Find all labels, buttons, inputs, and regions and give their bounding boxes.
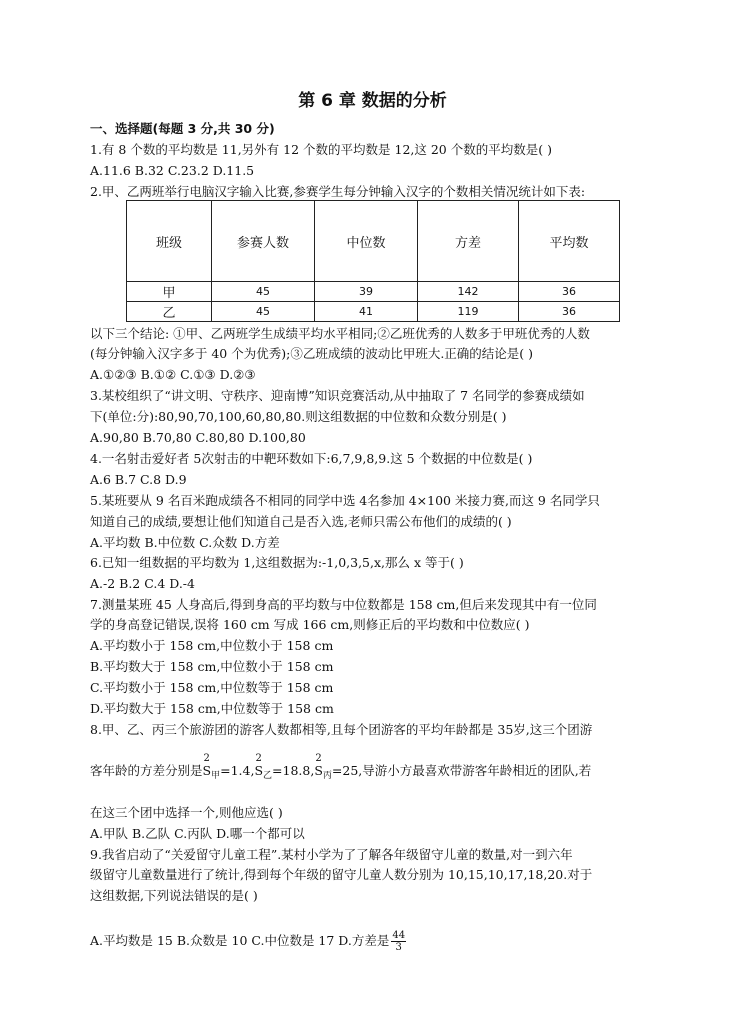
- q8-line-2: [90, 753, 592, 782]
- q2-options: A.①②③ B.①② C.①③ D.②③: [90, 367, 256, 382]
- table-cell: 45: [212, 282, 315, 302]
- q1-stem: 1.有 8 个数的平均数是 11,另外有 12 个数的平均数是 12,这 20 个数的平均数是( ): [90, 142, 552, 157]
- q1-options: A.11.6 B.32 C.23.2 D.11.5: [90, 163, 255, 178]
- variance-symbol: [314, 753, 332, 782]
- variance-sub-yi: 乙: [263, 771, 273, 781]
- page-title: 第 6 章 数据的分析: [298, 91, 447, 111]
- table-cell: 乙: [127, 302, 212, 322]
- q5-line-2: 知道自己的成绩,要想让他们知道自己是否入选,老师只需公布他们的成绩的( ): [90, 514, 512, 529]
- table-cell: 45: [212, 302, 315, 322]
- table-header-cell: 参赛人数: [212, 201, 315, 282]
- table-header-cell: 平均数: [519, 201, 620, 282]
- q9-line-2: 级留守儿童数量进行了统计,得到每个年级的留守儿童人数分别为 10,15,10,17,18,20.对于: [90, 867, 593, 882]
- q5-line-1: 5.某班要从 9 名百米跑成绩各不相同的同学中选 4名参加 4×100 米接力赛,而这 9 名同学只: [90, 493, 600, 508]
- table-cell: 39: [315, 282, 418, 302]
- variance-square: 2: [255, 753, 262, 764]
- section-heading: 一、选择题(每题 3 分,共 30 分): [90, 121, 275, 136]
- q7-option-d: D.平均数大于 158 cm,中位数等于 158 cm: [90, 701, 334, 716]
- q8-line-3: 在这三个团中选择一个,则他应选( ): [90, 805, 283, 820]
- variance-s: S: [314, 763, 323, 778]
- q6-stem: 6.已知一组数据的平均数为 1,这组数据为:-1,0,3,5,x,那么 x 等于( ): [90, 555, 464, 570]
- q4-stem: 4.一名射击爱好者 5次射击的中靶环数如下:6,7,9,8,9.这 5 个数据的中位数是( ): [90, 451, 533, 466]
- table-cell: 甲: [127, 282, 212, 302]
- q9-options-text: A.平均数是 15 B.众数是 10 C.中位数是 17 D.方差是: [90, 933, 390, 948]
- q7-line-2: 学的身高登记错误,误将 160 cm 写成 166 cm,则修正后的平均数和中位数应( ): [90, 617, 530, 632]
- table-header-row: [127, 201, 620, 282]
- variance-square: 2: [203, 753, 210, 764]
- q2-text-2: (每分钟输入汉字多于 40 个为优秀);③乙班成绩的波动比甲班大.正确的结论是( ): [90, 346, 534, 361]
- q8-value-3: =25,导游小方最喜欢带游客年龄相近的团队,若: [331, 763, 592, 778]
- table-cell: 36: [519, 282, 620, 302]
- q3-line-1: 3.某校组织了“讲文明、守秩序、迎南博”知识竞赛活动,从中抽取了 7 名同学的参赛成绩如: [90, 388, 585, 403]
- q8-value-1: =1.4,: [220, 763, 255, 778]
- variance-sub-bing: 丙: [322, 771, 332, 781]
- fraction: [391, 930, 406, 953]
- variance-square: 2: [315, 753, 322, 764]
- table-row: [127, 282, 620, 302]
- table-header-cell: 中位数: [315, 201, 418, 282]
- q9-line-1: 9.我省启动了“关爱留守儿童工程”.某村小学为了了解各年级留守儿童的数量,对一到六年: [90, 847, 573, 862]
- variance-symbol: [202, 753, 221, 782]
- q4-options: A.6 B.7 C.8 D.9: [90, 472, 187, 487]
- q8-line-1: 8.甲、乙、丙三个旅游团的游客人数都相等,且每个团游客的平均年龄都是 35岁,这三个团游: [90, 722, 593, 737]
- table-cell: 36: [519, 302, 620, 322]
- q2-stats-table: [126, 200, 620, 322]
- q5-options: A.平均数 B.中位数 C.众数 D.方差: [90, 535, 280, 550]
- q7-line-1: 7.测量某班 45 人身高后,得到身高的平均数与中位数都是 158 cm,但后来发现其中有一位同: [90, 597, 597, 612]
- variance-symbol: [254, 753, 273, 782]
- q8-options: A.甲队 B.乙队 C.丙队 D.哪一个都可以: [90, 826, 305, 841]
- q7-option-c: C.平均数小于 158 cm,中位数等于 158 cm: [90, 680, 334, 695]
- q7-option-a: A.平均数小于 158 cm,中位数小于 158 cm: [90, 638, 334, 653]
- q3-options: A.90,80 B.70,80 C.80,80 D.100,80: [90, 430, 306, 445]
- q7-option-b: B.平均数大于 158 cm,中位数小于 158 cm: [90, 659, 334, 674]
- q9-options: [90, 930, 406, 953]
- variance-s: S: [254, 763, 264, 778]
- table-header-cell: 方差: [418, 201, 519, 282]
- variance-s: S: [202, 763, 212, 778]
- table-cell: 142: [418, 282, 519, 302]
- fraction-denominator: 3: [395, 942, 402, 953]
- q8-line-2-prefix: 客年龄的方差分别是: [90, 763, 203, 778]
- table-header-cell: 班级: [127, 201, 212, 282]
- table-row: [127, 302, 620, 322]
- table-cell: 41: [315, 302, 418, 322]
- q2-text-1: 以下三个结论: ①甲、乙两班学生成绩平均水平相同;②乙班优秀的人数多于甲班优秀的人数: [90, 326, 590, 341]
- q8-value-2: =18.8,: [272, 763, 315, 778]
- q2-stem: 2.甲、乙两班举行电脑汉字输入比赛,参赛学生每分钟输入汉字的个数相关情况统计如下表:: [90, 184, 586, 199]
- q3-line-2: 下(单位:分):80,90,70,100,60,80,80.则这组数据的中位数和众数分别是( ): [90, 409, 507, 424]
- fraction-numerator: 44: [392, 930, 406, 941]
- q9-line-3: 这组数据,下列说法错误的是( ): [90, 888, 258, 903]
- q6-options: A.-2 B.2 C.4 D.-4: [90, 576, 195, 591]
- variance-sub-jia: 甲: [211, 771, 221, 781]
- table-cell: 119: [418, 302, 519, 322]
